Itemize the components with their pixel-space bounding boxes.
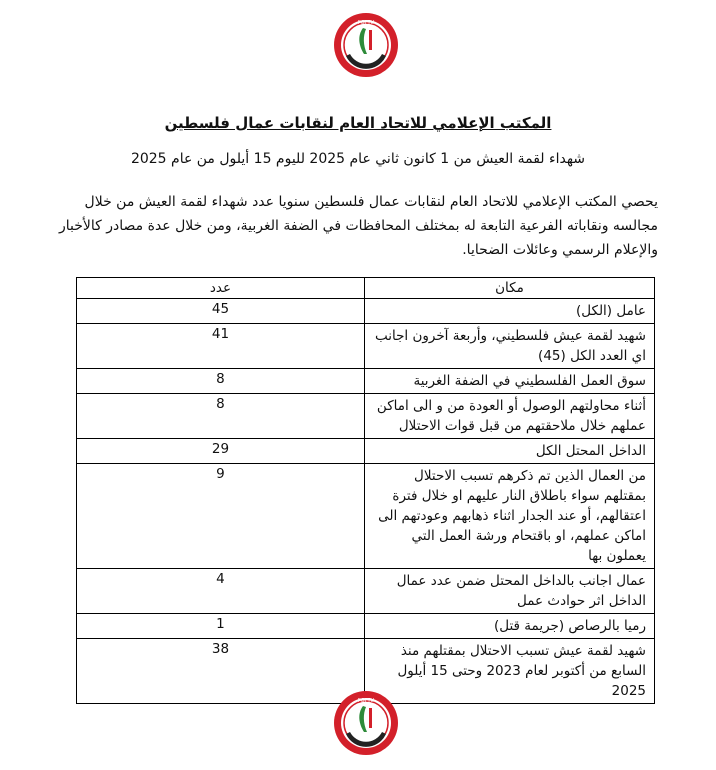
row-place: شهيد لقمة عيش فلسطيني، وأربعة آخرون اجانب اي العدد الكل (45) <box>364 324 654 369</box>
union-logo <box>333 12 399 78</box>
statistics-table <box>76 277 655 704</box>
row-place: الداخل المحتل الكل <box>364 439 654 464</box>
table-row <box>77 369 655 394</box>
row-place: أثناء محاولتهم الوصول أو العودة من و الى اماكن عملهم خلال ملاحقتهم من قبل قوات الاحتلال <box>364 394 654 439</box>
svg-text:PGFTU: PGFTU <box>357 698 375 704</box>
row-count: 4 <box>77 569 365 614</box>
table-row <box>77 394 655 439</box>
table-row <box>77 299 655 324</box>
header-place: مكان <box>364 278 654 299</box>
row-place: رميا بالرصاص (جريمة قتل) <box>364 614 654 639</box>
row-count: 29 <box>77 439 365 464</box>
table-row <box>77 614 655 639</box>
row-count: 8 <box>77 394 365 439</box>
row-count: 45 <box>77 299 365 324</box>
row-count: 41 <box>77 324 365 369</box>
table-row <box>77 324 655 369</box>
intro-paragraph: يحصي المكتب الإعلامي للاتحاد العام لنقابات عمال فلسطين سنويا عدد شهداء لقمة العيش من خلال مجالسه ونقاباته الفرعية التابعة له بمختلف المحافظات في الضفة الغربية، ومن خلال عدة مصادر كالأخبار والإعلام الرسمي وعائلات الضحايا. <box>59 194 658 258</box>
row-place: عمال اجانب بالداخل المحتل ضمن عدد عمال الداخل اثر حوادث عمل <box>364 569 654 614</box>
header-count: عدد <box>77 278 365 299</box>
row-place: شهيد لقمة عيش تسبب الاحتلال بمقتلهم منذ السابع من أكتوبر لعام 2023 وحتى 15 أيلول 2025 <box>364 639 654 704</box>
page-title: المكتب الإعلامي للاتحاد العام لنقابات عمال فلسطين <box>164 114 552 132</box>
table-row <box>77 569 655 614</box>
table-row <box>77 439 655 464</box>
svg-text:PGFTU: PGFTU <box>357 20 375 26</box>
table-row <box>77 464 655 569</box>
page-subtitle: شهداء لقمة العيش من 1 كانون ثاني عام 2025 لليوم 15 أيلول من عام 2025 <box>130 151 586 167</box>
row-count: 38 <box>77 639 365 704</box>
row-count: 9 <box>77 464 365 569</box>
union-logo-footer <box>333 690 399 756</box>
row-place: سوق العمل الفلسطيني في الضفة الغربية <box>364 369 654 394</box>
table-header-row <box>77 278 655 299</box>
row-place: عامل (الكل) <box>364 299 654 324</box>
row-place: من العمال الذين تم ذكرهم تسبب الاحتلال بمقتلهم سواء باطلاق النار عليهم او خلال فترة اعتقالهم، أو عند الجدار اثناء ذهابهم وعودتهم الى اماكن عملهم، او باقتحام ورشة العمل التي يعملون بها <box>364 464 654 569</box>
row-count: 1 <box>77 614 365 639</box>
row-count: 8 <box>77 369 365 394</box>
